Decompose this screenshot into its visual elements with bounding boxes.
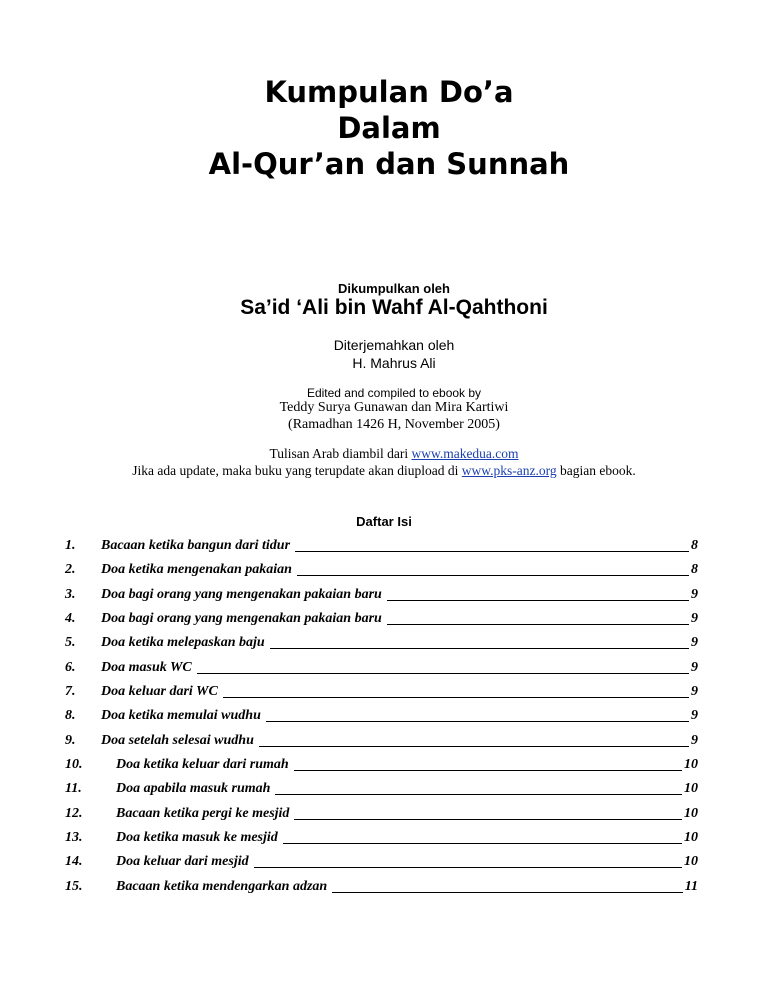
toc-entry-number: 6. bbox=[65, 659, 76, 675]
toc-entry-number: 13. bbox=[65, 830, 83, 846]
toc-entry-label: Bacaan ketika pergi ke mesjid bbox=[116, 805, 290, 821]
toc-entry-page: 8 bbox=[691, 538, 698, 553]
toc-leader-line bbox=[259, 745, 689, 747]
toc-entry-page: 8 bbox=[691, 562, 698, 578]
toc-entry-line bbox=[101, 682, 698, 702]
toc-entry[interactable] bbox=[0, 731, 768, 755]
translated-by-label: Diterjemahkan oleh bbox=[333, 337, 455, 353]
toc-leader-line bbox=[294, 769, 682, 771]
toc-entry-line bbox=[116, 828, 698, 848]
compiled-by-label: Dikumpulkan oleh bbox=[338, 281, 450, 296]
toc-entry-number: 8. bbox=[65, 708, 76, 724]
toc-entry-page: 10 bbox=[684, 805, 698, 821]
toc-entry-label: Doa bagi orang yang mengenakan pakaian baru bbox=[101, 586, 382, 602]
document-title bbox=[0, 74, 768, 182]
toc-leader-line bbox=[387, 623, 689, 625]
publication-date: (Ramadhan 1426 H, November 2005) bbox=[288, 417, 500, 432]
toc-entry-line bbox=[116, 877, 698, 897]
toc-entry-page: 10 bbox=[684, 830, 698, 846]
toc-leader-line bbox=[197, 672, 689, 674]
toc-leader-line bbox=[297, 574, 689, 576]
toc-entry-page: 9 bbox=[691, 732, 698, 748]
toc-entry-page: 11 bbox=[684, 878, 698, 894]
toc-entry-line bbox=[101, 585, 698, 605]
toc-entry-label: Doa keluar dari WC bbox=[101, 684, 218, 700]
toc-entry-label: Bacaan ketika bangun dari tidur bbox=[101, 538, 291, 553]
pks-anz-link[interactable]: www.pks-anz.org bbox=[461, 463, 557, 478]
toc-leader-line bbox=[270, 647, 689, 649]
toc-entry-label: Doa ketika mengenakan pakaian bbox=[101, 562, 292, 578]
toc-entry-number: 5. bbox=[65, 635, 76, 651]
toc-entry-number: 4. bbox=[65, 611, 76, 627]
toc-leader-line bbox=[223, 696, 689, 698]
toc-entry[interactable] bbox=[0, 585, 768, 609]
toc-entry-page: 9 bbox=[691, 684, 698, 700]
toc-entry-number: 10. bbox=[65, 757, 83, 773]
toc-leader-line bbox=[332, 891, 683, 893]
toc-entry[interactable] bbox=[0, 755, 768, 779]
toc-entry-number: 12. bbox=[65, 805, 83, 821]
toc-entry-page: 9 bbox=[691, 708, 698, 724]
toc-heading: Daftar Isi bbox=[356, 514, 412, 529]
edited-by-label: Edited and compiled to ebook by bbox=[306, 386, 482, 400]
source-note-text: Tulisan Arab diambil dari bbox=[269, 446, 412, 461]
toc-entry-label: Doa ketika melepaskan baju bbox=[101, 635, 265, 651]
toc-entry-line bbox=[116, 852, 698, 872]
toc-entry-line bbox=[101, 633, 698, 653]
toc-leader-line bbox=[295, 550, 689, 552]
toc-entry-page: 9 bbox=[691, 635, 698, 651]
title-line-2: Dalam bbox=[337, 111, 441, 145]
toc-entry-label: Doa ketika memulai wudhu bbox=[101, 708, 261, 724]
toc-entry-line bbox=[116, 755, 698, 775]
toc-leader-line bbox=[294, 818, 682, 820]
toc-leader-line bbox=[283, 842, 682, 844]
toc-entry-page: 9 bbox=[691, 611, 698, 627]
toc-entry-page: 10 bbox=[684, 757, 698, 773]
toc-entry[interactable] bbox=[0, 877, 768, 901]
toc-entry-line bbox=[101, 706, 698, 726]
toc-entry-number: 2. bbox=[65, 562, 76, 578]
title-line-1: Kumpulan Do’a bbox=[264, 75, 514, 109]
toc-entry[interactable] bbox=[0, 536, 768, 560]
toc-leader-line bbox=[254, 866, 682, 868]
toc-entry-number: 1. bbox=[65, 538, 76, 553]
toc-entry-number: 14. bbox=[65, 854, 83, 870]
toc-entry-page: 9 bbox=[691, 586, 698, 602]
source-note bbox=[0, 446, 768, 462]
update-note bbox=[0, 463, 768, 479]
author-name: Sa’id ‘Ali bin Wahf Al-Qahthoni bbox=[240, 296, 548, 319]
toc-entry[interactable] bbox=[0, 852, 768, 876]
toc-entry[interactable] bbox=[0, 828, 768, 852]
toc-entry-label: Doa masuk WC bbox=[101, 659, 192, 675]
update-note-text: Jika ada update, maka buku yang terupdate akan diupload di bbox=[132, 463, 462, 478]
toc-entry-line bbox=[101, 731, 698, 751]
toc-entry-line bbox=[101, 536, 698, 556]
toc-entry[interactable] bbox=[0, 633, 768, 657]
toc-leader-line bbox=[387, 599, 689, 601]
toc-entry[interactable] bbox=[0, 706, 768, 730]
toc-entry[interactable] bbox=[0, 658, 768, 682]
toc-entry-number: 11. bbox=[65, 781, 82, 797]
toc-entry-number: 3. bbox=[65, 586, 76, 602]
toc-entry-label: Doa setelah selesai wudhu bbox=[101, 732, 254, 748]
toc-entry-label: Doa bagi orang yang mengenakan pakaian baru bbox=[101, 611, 382, 627]
toc-entry-label: Doa apabila masuk rumah bbox=[116, 781, 271, 797]
toc-entry-label: Doa ketika keluar dari rumah bbox=[116, 757, 289, 773]
makedua-link[interactable]: www.makedua.com bbox=[411, 446, 519, 461]
toc-entry-page: 10 bbox=[684, 854, 698, 870]
toc-entry-page: 10 bbox=[684, 781, 698, 797]
toc-entry[interactable] bbox=[0, 560, 768, 584]
toc-entry-number: 7. bbox=[65, 684, 76, 700]
toc-entry-number: 9. bbox=[65, 732, 76, 748]
toc-entry[interactable] bbox=[0, 682, 768, 706]
toc-entry-line bbox=[101, 658, 698, 678]
toc-entry-line bbox=[116, 779, 698, 799]
editor-names: Teddy Surya Gunawan dan Mira Kartiwi bbox=[279, 400, 509, 415]
toc-entry-label: Doa ketika masuk ke mesjid bbox=[116, 830, 278, 846]
toc-entry-number: 15. bbox=[65, 878, 83, 894]
update-note-suffix: bagian ebook. bbox=[556, 463, 636, 478]
toc-leader-line bbox=[266, 720, 689, 722]
toc-entry-label: Doa keluar dari mesjid bbox=[116, 854, 249, 870]
toc-entry-line bbox=[101, 560, 698, 580]
translator-name: H. Mahrus Ali bbox=[352, 355, 436, 371]
toc-entry[interactable] bbox=[0, 609, 768, 633]
toc-entry-line bbox=[101, 609, 698, 629]
toc-entry-line bbox=[116, 804, 698, 824]
toc-entry[interactable] bbox=[0, 804, 768, 828]
toc-leader-line bbox=[275, 793, 682, 795]
toc-entry-page: 9 bbox=[691, 659, 698, 675]
toc-entry-label: Bacaan ketika mendengarkan adzan bbox=[116, 878, 328, 894]
toc-entry[interactable] bbox=[0, 779, 768, 803]
table-of-contents bbox=[0, 536, 768, 901]
title-line-3: Al-Qur’an dan Sunnah bbox=[208, 147, 570, 181]
